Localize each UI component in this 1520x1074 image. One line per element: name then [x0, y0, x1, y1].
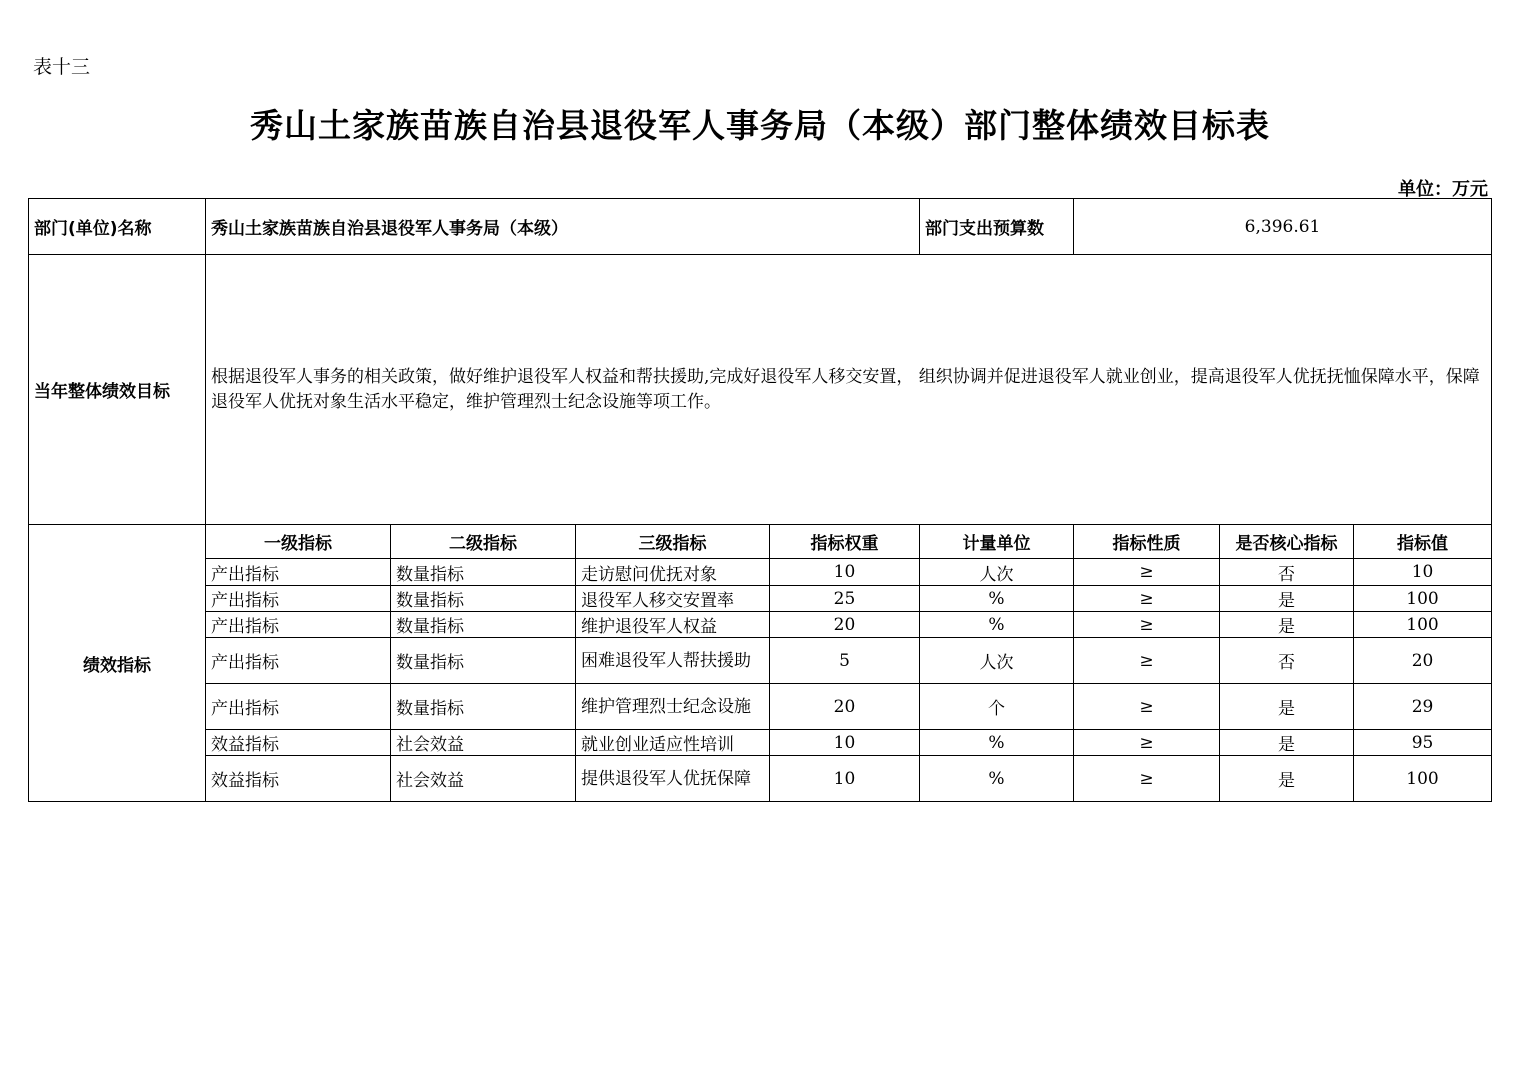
unit-cell: % — [920, 730, 1074, 756]
core-cell: 否 — [1220, 638, 1354, 684]
table-row — [29, 612, 1492, 638]
level3-cell: 维护管理烈士纪念设施 — [576, 684, 770, 730]
level1-cell: 效益指标 — [206, 730, 391, 756]
level1-cell: 效益指标 — [206, 756, 391, 802]
value-cell: 10 — [1354, 559, 1492, 586]
level3-cell: 退役军人移交安置率 — [576, 586, 770, 612]
level3-cell: 困难退役军人帮扶援助 — [576, 638, 770, 684]
level2-cell: 数量指标 — [391, 684, 576, 730]
level3-cell: 提供退役军人优抚保障 — [576, 756, 770, 802]
weight-cell: 20 — [770, 684, 920, 730]
dept-info-row — [29, 199, 1492, 255]
nature-cell: ≥ — [1074, 684, 1220, 730]
weight-cell: 10 — [770, 756, 920, 802]
nature-cell: ≥ — [1074, 612, 1220, 638]
level1-cell: 产出指标 — [206, 684, 391, 730]
core-cell: 否 — [1220, 559, 1354, 586]
page-title: 秀山土家族苗族自治县退役军人事务局（本级）部门整体绩效目标表 — [250, 106, 1270, 145]
level2-cell: 社会效益 — [391, 756, 576, 802]
core-cell: 是 — [1220, 684, 1354, 730]
goal-label: 当年整体绩效目标 — [29, 255, 206, 525]
value-cell: 100 — [1354, 586, 1492, 612]
nature-cell: ≥ — [1074, 586, 1220, 612]
level2-cell: 数量指标 — [391, 586, 576, 612]
unit-label: 单位：万元 — [1398, 179, 1488, 200]
level1-cell: 产出指标 — [206, 638, 391, 684]
value-cell: 29 — [1354, 684, 1492, 730]
value-cell: 95 — [1354, 730, 1492, 756]
nature-cell: ≥ — [1074, 730, 1220, 756]
table-number-label: 表十三 — [33, 56, 91, 78]
nature-cell: ≥ — [1074, 756, 1220, 802]
core-cell: 是 — [1220, 612, 1354, 638]
unit-cell: % — [920, 586, 1074, 612]
level3-cell: 走访慰问优抚对象 — [576, 559, 770, 586]
level2-cell: 数量指标 — [391, 559, 576, 586]
dept-name-value: 秀山土家族苗族自治县退役军人事务局（本级） — [206, 199, 920, 255]
table-row — [29, 684, 1492, 730]
core-cell: 是 — [1220, 586, 1354, 612]
unit-cell: % — [920, 612, 1074, 638]
weight-cell: 20 — [770, 612, 920, 638]
dept-name-label: 部门(单位)名称 — [29, 199, 206, 255]
header-level1: 一级指标 — [206, 525, 391, 559]
weight-cell: 10 — [770, 559, 920, 586]
level1-cell: 产出指标 — [206, 612, 391, 638]
header-value: 指标值 — [1354, 525, 1492, 559]
level2-cell: 数量指标 — [391, 638, 576, 684]
level1-cell: 产出指标 — [206, 586, 391, 612]
table-row — [29, 730, 1492, 756]
header-unit: 计量单位 — [920, 525, 1074, 559]
level3-cell: 就业创业适应性培训 — [576, 730, 770, 756]
weight-cell: 10 — [770, 730, 920, 756]
level2-cell: 数量指标 — [391, 612, 576, 638]
nature-cell: ≥ — [1074, 638, 1220, 684]
table-row — [29, 638, 1492, 684]
indicator-header-row — [29, 525, 1492, 559]
core-cell: 是 — [1220, 756, 1354, 802]
performance-target-table — [28, 198, 1492, 802]
header-weight: 指标权重 — [770, 525, 920, 559]
level2-cell: 社会效益 — [391, 730, 576, 756]
indicators-label: 绩效指标 — [29, 525, 206, 802]
budget-label: 部门支出预算数 — [920, 199, 1074, 255]
table-row — [29, 559, 1492, 586]
header-nature: 指标性质 — [1074, 525, 1220, 559]
level3-cell: 维护退役军人权益 — [576, 612, 770, 638]
value-cell: 20 — [1354, 638, 1492, 684]
weight-cell: 5 — [770, 638, 920, 684]
unit-cell: % — [920, 756, 1074, 802]
header-core: 是否核心指标 — [1220, 525, 1354, 559]
table-row — [29, 756, 1492, 802]
value-cell: 100 — [1354, 612, 1492, 638]
goal-text: 根据退役军人事务的相关政策，做好维护退役军人权益和帮扶援助,完成好退役军人移交安置， 组织协调并促进退役军人就业创业，提高退役军人优抚抚恤保障水平，保障退役军人优抚对象生活水平稳定，维护管理烈士纪念设施等项工作。 — [206, 255, 1492, 525]
table-row — [29, 586, 1492, 612]
level1-cell: 产出指标 — [206, 559, 391, 586]
value-cell: 100 — [1354, 756, 1492, 802]
goal-row — [29, 255, 1492, 525]
nature-cell: ≥ — [1074, 559, 1220, 586]
weight-cell: 25 — [770, 586, 920, 612]
header-level3: 三级指标 — [576, 525, 770, 559]
unit-cell: 个 — [920, 684, 1074, 730]
budget-value: 6,396.61 — [1074, 199, 1492, 255]
unit-cell: 人次 — [920, 638, 1074, 684]
core-cell: 是 — [1220, 730, 1354, 756]
header-level2: 二级指标 — [391, 525, 576, 559]
unit-cell: 人次 — [920, 559, 1074, 586]
